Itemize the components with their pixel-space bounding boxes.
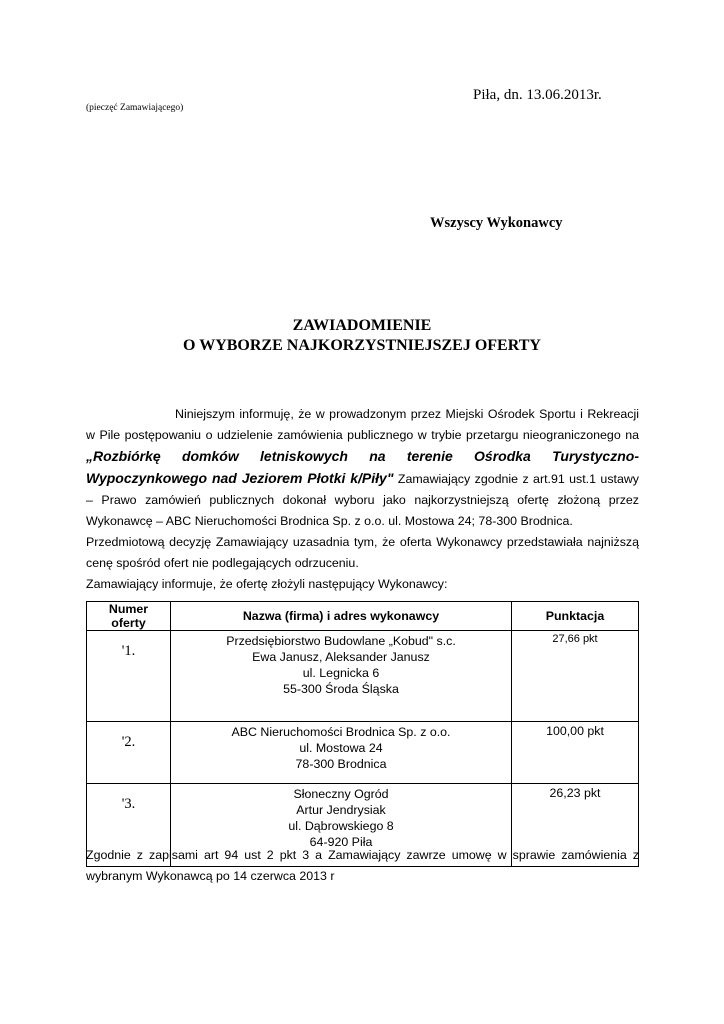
- closing-note: [86, 845, 639, 887]
- project-name: „Rozbiórkę domków letniskowych na terenie Ośrodka Turystyczno- Wypoczynkowego nad Jeziorem Płotki k/Piły": [86, 448, 639, 486]
- offers-intro: Zamawiający informuje, że ofertę złożyli następujący Wykonawcy:: [86, 577, 448, 591]
- document-title: [0, 316, 724, 356]
- contractor-line: 55-300 Środa Śląska: [283, 682, 399, 696]
- table-row: [87, 722, 639, 784]
- decision-text: Zamawiający zgodnie z art.91 ust.1 ustawy – Prawo zamówień publicznych dokonał wyboru jako najkorzystniejszą ofertę złożoną przez Wykonawcę – ABC Nieruchomości Brodnica Sp. z o.o. ul. Mostowa 24; 78-300 Brodnica.: [86, 472, 639, 528]
- contractor-line: ul. Dąbrowskiego 8: [288, 819, 394, 833]
- body-text: [86, 404, 639, 595]
- offer-number: '3.: [87, 784, 171, 867]
- place-date: Piła, dn. 13.06.2013r.: [473, 87, 602, 103]
- contractor-line: ABC Nieruchomości Brodnica Sp. z o.o.: [231, 725, 451, 739]
- recipients: Wszyscy Wykonawcy: [430, 215, 563, 231]
- header-contractor: Nazwa (firma) i adres wykonawcy: [171, 602, 512, 631]
- offer-number: '1.: [87, 631, 171, 722]
- stamp-note: (pieczęć Zamawiającego): [86, 103, 184, 113]
- contractor-line: Słoneczny Ogród: [293, 787, 389, 801]
- offer-number: '2.: [87, 722, 171, 784]
- contractor-cell: [171, 631, 512, 722]
- table-header-row: [87, 602, 639, 631]
- offer-score: 27,66 pkt: [512, 631, 639, 722]
- contractor-line: 78-300 Brodnica: [295, 757, 387, 771]
- intro-text: Niniejszym informuję, że w prowadzonym przez Miejski Ośrodek Sportu i Rekreacji w Pile postępowaniu o udzielenie zamówienia publicznego w trybie przetargu nieograniczonego na: [86, 407, 639, 442]
- header-score: Punktacja: [512, 602, 639, 631]
- offer-score: 26,23 pkt: [512, 784, 639, 867]
- contractor-cell: [171, 722, 512, 784]
- intro-paragraph: [86, 404, 639, 532]
- offers-table: [86, 601, 639, 867]
- title-line-1: ZAWIADOMIENIE: [292, 317, 432, 334]
- title-line-2: O WYBORZE NAJKORZYSTNIEJSZEJ OFERTY: [183, 337, 541, 354]
- contractor-line: Ewa Janusz, Aleksander Janusz: [252, 650, 430, 664]
- table-row: [87, 631, 639, 722]
- justification-paragraph: Przedmiotową decyzję Zamawiający uzasadnia tym, że oferta Wykonawcy przedstawiała najniższą cenę spośród ofert nie podlegających odrzuceniu.: [86, 535, 639, 570]
- contractor-line: 64-920 Piła: [309, 835, 373, 849]
- contractor-line: ul. Legnicka 6: [302, 666, 380, 680]
- contractor-line: Artur Jendrysiak: [296, 803, 386, 817]
- header-offer-number: Numer oferty: [87, 602, 171, 631]
- offer-score: 100,00 pkt: [512, 722, 639, 784]
- closing-text: Zgodnie z zapisami art 94 ust 2 pkt 3 a Zamawiający zawrze umowę w sprawie zamówienia z wybranym Wykonawcą po 14 czerwca 2013 r: [86, 848, 639, 883]
- contractor-line: ul. Mostowa 24: [299, 741, 383, 755]
- contractor-line: Przedsiębiorstwo Budowlane „Kobud" s.c.: [226, 634, 456, 648]
